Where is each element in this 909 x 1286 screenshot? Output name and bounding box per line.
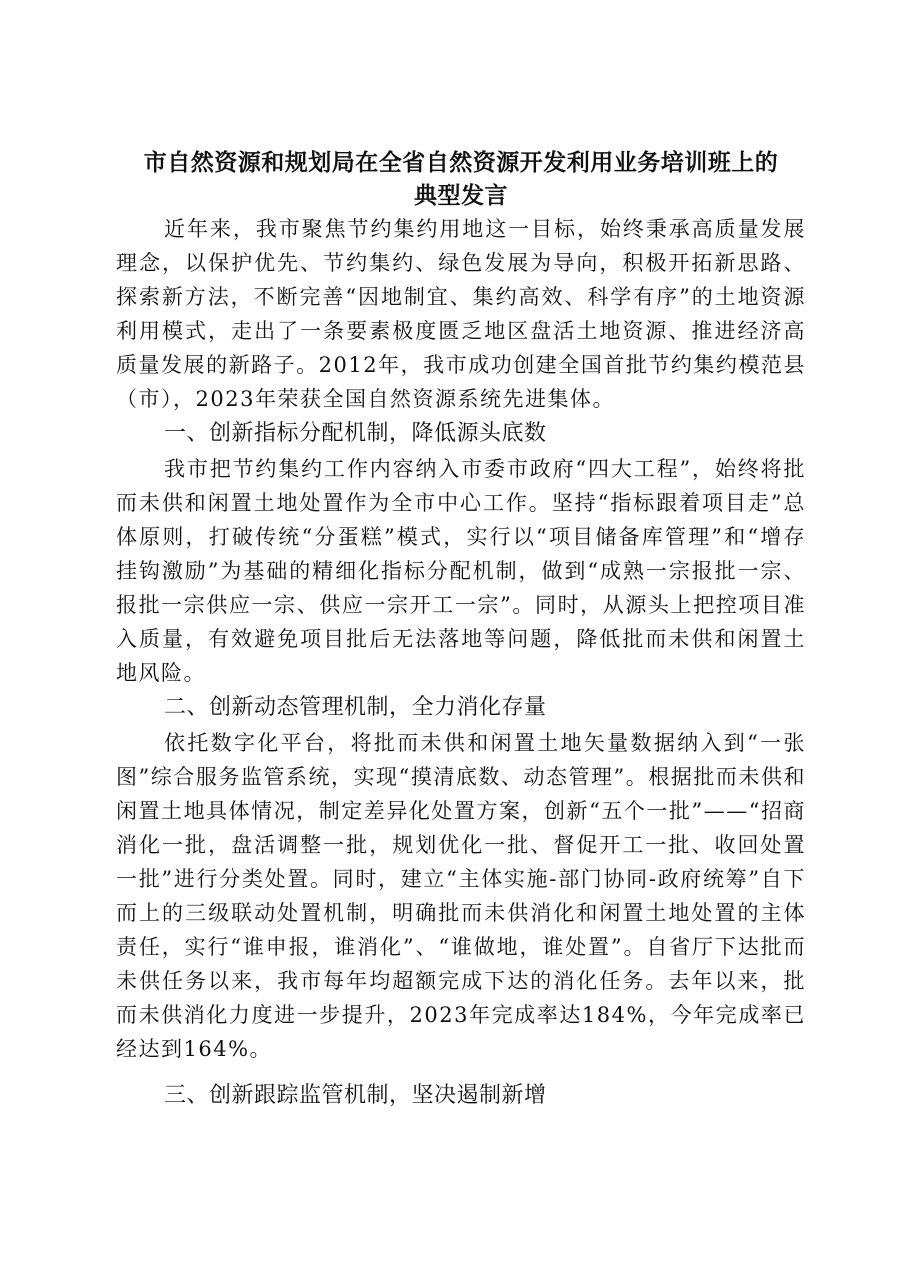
section-3-heading: 三、创新跟踪监管机制，坚决遏制新增 bbox=[164, 1083, 547, 1108]
title-line-2: 典型发言 bbox=[414, 182, 508, 209]
section-2-body: 依托数字化平台，将批而未供和闲置土地矢量数据纳入到“一张图”综合服务监管系统，实现“摸清底数、动态管理”。根据批而未供和闲置土地具体情况，制定差异化处置方案，创新“五个一批”——“招商消化一批，盘活调整一批，规划优化一批、督促开工一批、收回处置一批”进行分类处置。同时，建立“主体实施-部门协同-政府统筹”自下而上的三级联动处置机制，明确批而未供消化和闲置土地处置的主体责任，实行“谁申报，谁消化”、“谁做地，谁处置”。自省厅下达批而未供任务以来，我市每年均超额完成下达的消化任务。去年以来，批而未供消化力度进一步提升，2023年完成率达184%，今年完成率已经达到164%。 bbox=[116, 731, 806, 1061]
title-line-1: 市自然资源和规划局在全省自然资源开发利用业务培训班上的 bbox=[143, 149, 779, 176]
section-1-heading: 一、创新指标分配机制，降低源头底数 bbox=[164, 421, 547, 446]
intro-paragraph: 近年来，我市聚焦节约集约用地这一目标，始终秉承高质量发展理念，以保护优先、节约集约、绿色发展为导向，积极开拓新思路、探索新方法，不断完善“因地制宜、集约高效、科学有序”的土地资源利用模式，走出了一条要素极度匮乏地区盘活土地资源、推进经济高质量发展的新路子。2012年，我市成功创建全国首批节约集约模范县（市），2023年荣获全国自然资源系统先进集体。 bbox=[116, 217, 806, 411]
document-title bbox=[116, 146, 806, 212]
document-body bbox=[116, 146, 806, 1114]
section-2-heading: 二、创新动态管理机制，全力消化存量 bbox=[164, 695, 547, 720]
section-1-body: 我市把节约集约工作内容纳入市委市政府“四大工程”，始终将批而未供和闲置土地处置作为全市中心工作。坚持“指标跟着项目走”总体原则，打破传统“分蛋糕”模式，实行以“项目储备库管理”和“增存挂钩激励”为基础的精细化指标分配机制，做到“成熟一宗报批一宗、报批一宗供应一宗、供应一宗开工一宗”。同时，从源头上把控项目准入质量，有效避免项目批后无法落地等问题，降低批而未供和闲置土地风险。 bbox=[116, 457, 806, 685]
